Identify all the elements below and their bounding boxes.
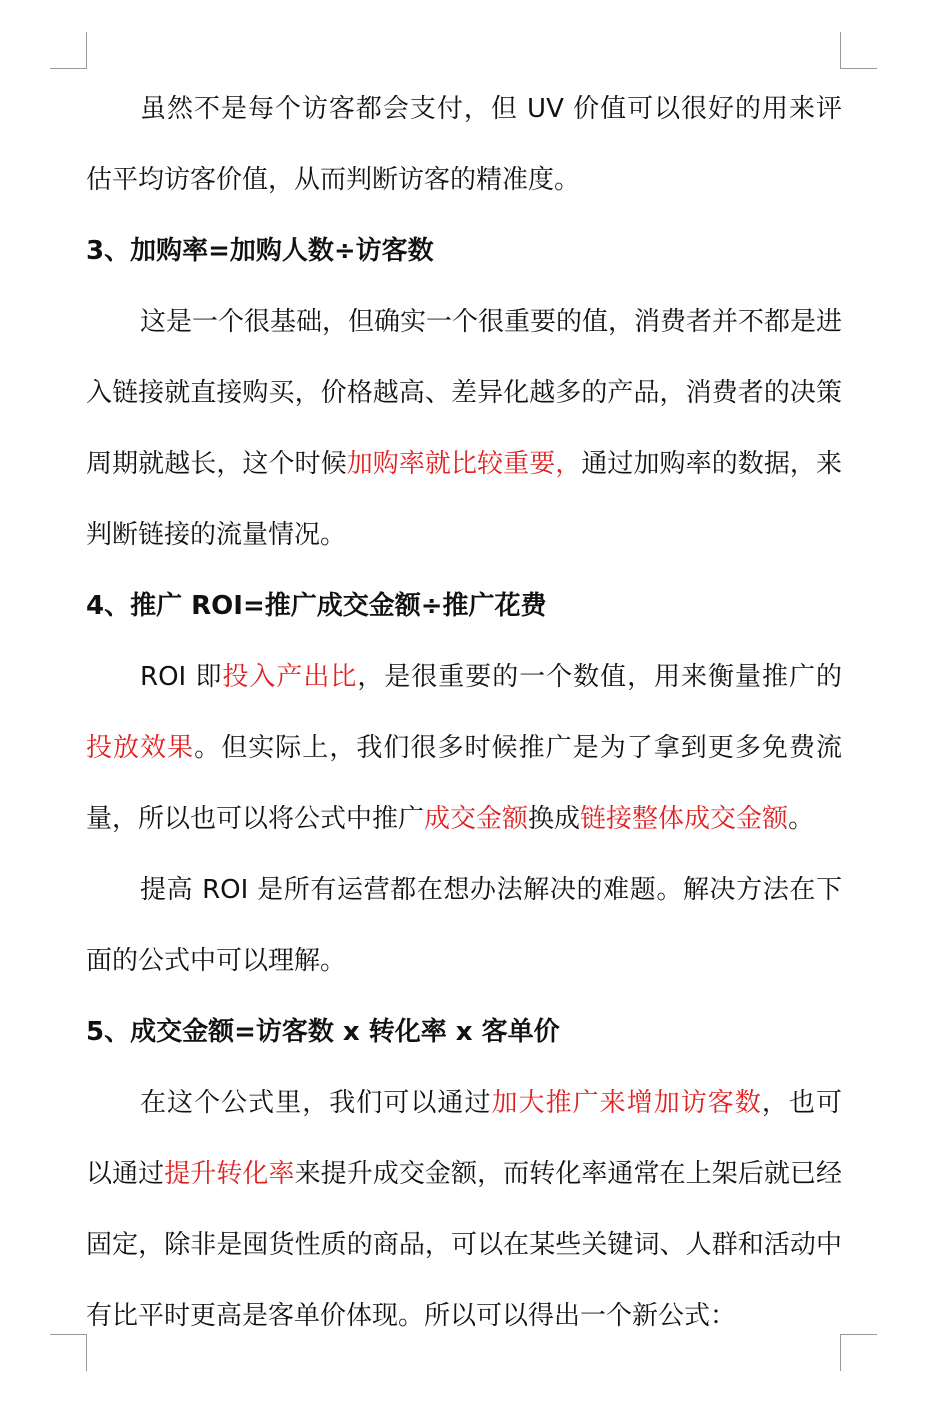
paragraph-uv-value	[86, 74, 842, 216]
paragraph-improve-roi	[86, 855, 842, 997]
paragraph-formula	[86, 1068, 842, 1352]
paragraph-text: 来提升成交金额，而转化率通常在上架后就已经固定，除非是囤货性质的商品，可以在某些关键词、人群和活动中有比平时更高是客单价体现。所以可以得出一个新公式：	[86, 1159, 842, 1331]
paragraph-text: 在这个公式里，我们可以通过	[140, 1088, 492, 1118]
heading-add-to-cart-rate: 3、加购率=加购人数÷访客数	[86, 236, 434, 266]
document-body	[86, 74, 842, 1352]
paragraph-roi	[86, 642, 842, 855]
paragraph-text: 通过加购率的数据，来判断链接的流量情况。	[86, 449, 842, 550]
crop-mark-top-right	[840, 32, 877, 69]
paragraph-text: ROI 即	[140, 662, 223, 692]
paragraph-add-to-cart	[86, 287, 842, 571]
paragraph-text: ，是很重要的一个数值，用来衡量推广的	[357, 662, 842, 692]
highlight-text: 投放效果	[86, 733, 195, 763]
heading-transaction-amount: 5、成交金额=访客数 x 转化率 x 客单价	[86, 1017, 560, 1047]
paragraph-text: 。	[788, 804, 815, 834]
paragraph-text: 换成	[528, 804, 581, 834]
highlight-text: 成交金额	[424, 804, 529, 834]
paragraph-text: 这是一个很基础，但确实一个很重要的值，消费者并不都是进入链接就直接购买，价格越高、差异化越多的产品，消费者的决策周期就越长，这个时候	[86, 307, 843, 479]
heading-promotion-roi: 4、推广 ROI=推广成交金额÷推广花费	[86, 591, 547, 621]
paragraph-text: 提高 ROI 是所有运营都在想办法解决的难题。解决方法在下面的公式中可以理解。	[86, 875, 842, 976]
paragraph-text: 。但实际上，我们很多时候推广是为了拿到更多免费流量，所以也可以将公式中推广	[86, 733, 842, 834]
highlight-text: 加购率就比较重要，	[346, 449, 582, 479]
crop-mark-bottom-right	[840, 1334, 877, 1371]
paragraph-text: 虽然不是每个访客都会支付，但 UV 价值可以很好的用来评估平均访客价值，从而判断访客的精准度。	[86, 94, 842, 195]
highlight-text: 提升转化率	[164, 1159, 295, 1189]
crop-mark-top-left	[50, 32, 87, 69]
highlight-text: 加大推广来增加访客数	[491, 1088, 762, 1118]
crop-mark-bottom-left	[50, 1334, 87, 1371]
paragraph-text: ，也可以通过	[86, 1088, 842, 1189]
highlight-text: 链接整体成交金额	[580, 804, 789, 834]
highlight-text: 投入产出比	[222, 662, 358, 692]
